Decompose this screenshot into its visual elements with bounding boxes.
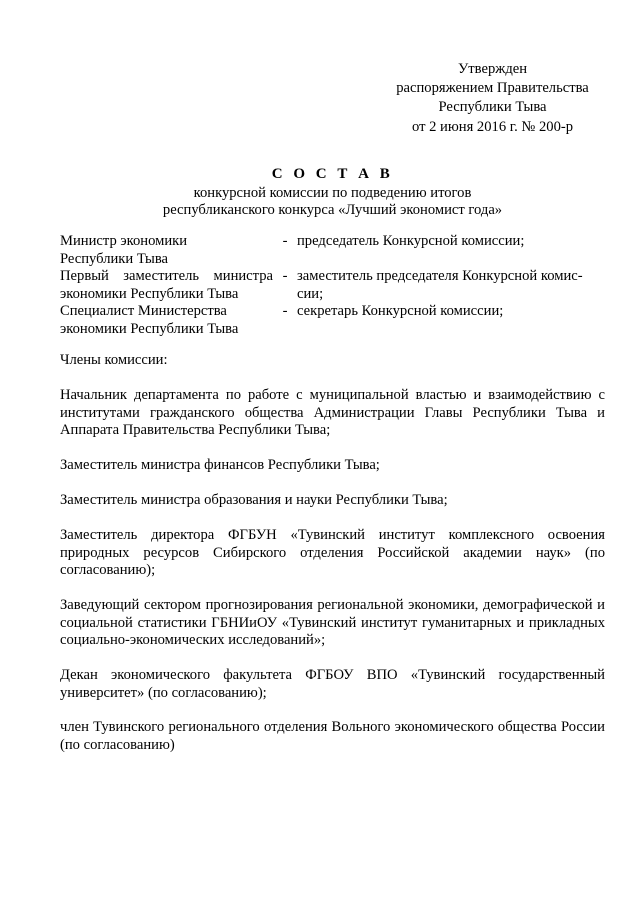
role-dash: - — [282, 303, 288, 320]
role-person-line-1: Первый заместитель министра — [60, 268, 273, 285]
member-item: Заместитель директора ФГБУН «Тувинский институт комплексного освоения природных ресурсов Сибирского отделения Российской академии наук» (по согласованию); — [60, 527, 605, 579]
member-item: Начальник департамента по работе с муниципальной властью и взаимодействию с институтами гражданского общества Администрации Главы Республики Тыва и Аппарата Правительства Республики Тыва; — [60, 387, 605, 439]
role-person-line-2: Республики Тыва — [60, 250, 169, 267]
role-title-line-1: секретарь Конкурсной комиссии; — [297, 303, 504, 320]
leadership-list — [60, 233, 605, 339]
role-title-line-1: заместитель председателя Конкурсной комис- — [297, 268, 583, 285]
document-title: С О С Т А В — [271, 166, 394, 182]
role-person-line-2: экономики Республики Тыва — [60, 320, 239, 337]
role-title-line-1: председатель Конкурсной комиссии; — [297, 233, 525, 249]
role-row-secretary — [60, 303, 605, 338]
role-person-line-1: Специалист Министерства — [60, 303, 227, 320]
role-row-deputy — [60, 268, 605, 303]
document-heading — [60, 166, 605, 220]
members-label: Члены комиссии: — [60, 352, 168, 368]
approval-stamp — [380, 60, 605, 137]
role-title — [297, 233, 605, 268]
member-item: Заместитель министра образования и науки Республики Тыва; — [60, 492, 448, 508]
approval-line-3: Республики Тыва — [438, 99, 547, 116]
member-item: Заместитель министра финансов Республики Тыва; — [60, 457, 380, 473]
role-title — [297, 268, 605, 303]
approval-line-4: от 2 июня 2016 г. № 200-р — [411, 118, 574, 135]
role-person — [60, 303, 273, 338]
member-item: Заведующий сектором прогнозирования региональной экономики, демографической и социальной статистики ГБНИиОУ «Тувинский институт гуманитарных и прикладных социально-экономических исследований»; — [60, 597, 605, 649]
role-person-line-2: экономики Республики Тыва — [60, 285, 239, 302]
role-dash: - — [282, 268, 288, 285]
role-person — [60, 268, 273, 303]
role-person-line-1: Министр экономики — [60, 233, 188, 249]
approval-line-2: распоряжением Правительства — [396, 80, 589, 97]
document-subtitle-line-1: конкурсной комиссии по подведению итогов — [193, 184, 472, 201]
member-item: Декан экономического факультета ФГБОУ ВПО «Тувинский государственный университет» (по согласованию); — [60, 667, 605, 701]
document-subtitle-line-2: республиканского конкурса «Лучший экономист года» — [162, 202, 503, 219]
role-dash: - — [282, 233, 288, 249]
role-title — [297, 303, 605, 338]
role-person — [60, 233, 273, 268]
role-title-line-2: сии; — [297, 285, 324, 302]
role-row-chair — [60, 233, 605, 268]
approval-line-1: Утвержден — [457, 61, 528, 77]
member-item: член Тувинского регионального отделения Вольного экономического общества России (по согласованию) — [60, 719, 605, 753]
